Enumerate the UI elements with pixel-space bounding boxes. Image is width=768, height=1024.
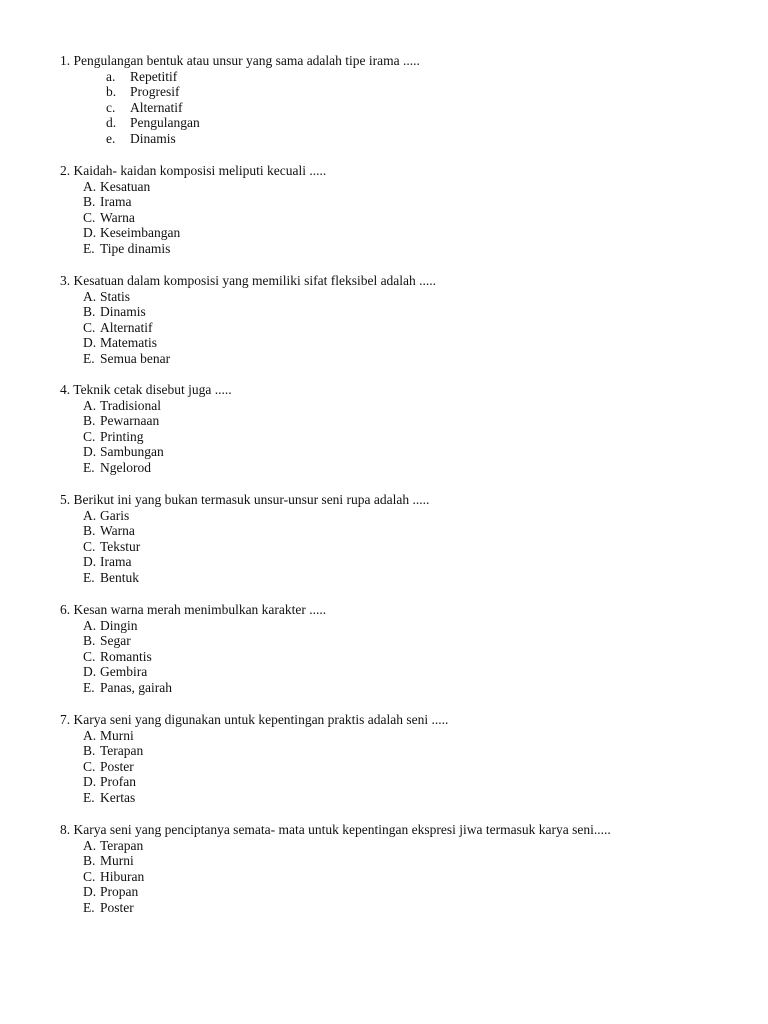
option-text: Kertas	[100, 789, 136, 805]
answer-option	[60, 320, 740, 336]
question-4	[60, 382, 740, 476]
answer-option	[60, 115, 740, 131]
option-letter: D.	[83, 225, 97, 241]
option-letter: A.	[83, 288, 97, 304]
question-number: 2.	[60, 163, 71, 178]
answer-option	[60, 351, 740, 367]
answer-option	[60, 728, 740, 744]
question-number: 7.	[60, 712, 71, 727]
answer-option	[60, 100, 740, 116]
option-text: Garis	[100, 507, 130, 523]
option-text: Poster	[100, 758, 134, 774]
question-number: 6.	[60, 602, 71, 617]
question-stem	[60, 382, 740, 398]
option-letter: e.	[106, 130, 116, 146]
answer-option	[60, 179, 740, 195]
question-text: Pengulangan bentuk atau unsur yang sama adalah tipe irama .....	[73, 53, 420, 68]
option-letter: C.	[83, 209, 96, 225]
option-letter: B.	[83, 304, 96, 320]
option-text: Irama	[100, 554, 132, 570]
option-letter: b.	[106, 84, 117, 100]
option-text: Murni	[100, 853, 134, 869]
question-stem	[60, 163, 740, 179]
question-text: Karya seni yang penciptanya semata- mata untuk kepentingan ekspresi jiwa termasuk karya seni.....	[73, 822, 611, 837]
question-number: 5.	[60, 492, 71, 507]
answer-option	[60, 869, 740, 885]
option-letter: c.	[106, 99, 116, 115]
answer-option	[60, 838, 740, 854]
answer-option	[60, 743, 740, 759]
answer-option	[60, 774, 740, 790]
option-text: Ngelorod	[100, 459, 151, 475]
option-letter: C.	[83, 758, 96, 774]
answer-option	[60, 335, 740, 351]
question-stem	[60, 492, 740, 508]
option-text: Bentuk	[100, 569, 139, 585]
answer-option	[60, 680, 740, 696]
answer-option	[60, 618, 740, 634]
question-number: 8.	[60, 822, 71, 837]
option-text: Pengulangan	[130, 115, 200, 131]
answer-option	[60, 131, 740, 147]
question-text: Kesatuan dalam komposisi yang memiliki sifat fleksibel adalah .....	[73, 273, 437, 288]
question-text: Kesan warna merah menimbulkan karakter .....	[73, 602, 327, 617]
option-letter: B.	[83, 413, 96, 429]
question-7	[60, 712, 740, 806]
answer-option	[60, 304, 740, 320]
option-letter: C.	[83, 538, 96, 554]
option-text: Segar	[100, 633, 131, 649]
question-5	[60, 492, 740, 586]
option-text: Panas, gairah	[100, 679, 172, 695]
answer-option	[60, 194, 740, 210]
answer-option	[60, 900, 740, 916]
question-8	[60, 822, 740, 916]
question-6	[60, 602, 740, 696]
option-text: Repetitif	[130, 68, 178, 84]
option-letter: a.	[106, 68, 116, 84]
option-text: Warna	[100, 523, 135, 539]
option-text: Matematis	[100, 335, 157, 351]
option-letter: B.	[83, 523, 96, 539]
question-stem	[60, 273, 740, 289]
option-text: Progresif	[130, 84, 180, 100]
option-letter: A.	[83, 178, 97, 194]
option-letter: A.	[83, 727, 97, 743]
option-letter: D.	[83, 664, 97, 680]
answer-option	[60, 413, 740, 429]
question-stem	[60, 602, 740, 618]
option-text: Hiburan	[100, 868, 145, 884]
option-text: Semua benar	[100, 350, 171, 366]
option-letter: B.	[83, 853, 96, 869]
option-letter: C.	[83, 868, 96, 884]
option-text: Gembira	[100, 664, 148, 680]
answer-option	[60, 759, 740, 775]
answer-option	[60, 664, 740, 680]
option-text: Murni	[100, 727, 134, 743]
option-letter: D.	[83, 335, 97, 351]
answer-option	[60, 853, 740, 869]
question-text: Berikut ini yang bukan termasuk unsur-unsur seni rupa adalah .....	[73, 492, 430, 507]
option-letter: E.	[83, 679, 95, 695]
question-text: Teknik cetak disebut juga .....	[73, 382, 232, 397]
option-text: Alternatif	[100, 319, 153, 335]
answer-option	[60, 523, 740, 539]
option-text: Poster	[100, 899, 134, 915]
option-text: Dinamis	[130, 130, 176, 146]
question-text: Karya seni yang digunakan untuk kepentingan praktis adalah seni .....	[73, 712, 449, 727]
option-text: Kesatuan	[100, 178, 151, 194]
answer-option	[60, 539, 740, 555]
question-3	[60, 273, 740, 367]
option-text: Terapan	[100, 743, 144, 759]
answer-option	[60, 398, 740, 414]
answer-option	[60, 84, 740, 100]
option-letter: E.	[83, 899, 95, 915]
question-number: 4.	[60, 382, 71, 397]
option-letter: C.	[83, 428, 96, 444]
answer-option	[60, 429, 740, 445]
option-text: Irama	[100, 194, 132, 210]
option-letter: A.	[83, 397, 97, 413]
option-text: Dinamis	[100, 304, 146, 320]
option-letter: E.	[83, 789, 95, 805]
answer-option	[60, 884, 740, 900]
answer-option	[60, 508, 740, 524]
answer-option	[60, 633, 740, 649]
option-text: Pewarnaan	[100, 413, 160, 429]
option-letter: A.	[83, 507, 97, 523]
question-stem	[60, 712, 740, 728]
option-letter: A.	[83, 617, 97, 633]
option-letter: D.	[83, 884, 97, 900]
answer-option	[60, 289, 740, 305]
answer-option	[60, 790, 740, 806]
option-text: Sambungan	[100, 444, 164, 460]
option-letter: B.	[83, 633, 96, 649]
option-letter: D.	[83, 444, 97, 460]
option-text: Statis	[100, 288, 131, 304]
question-stem	[60, 822, 740, 838]
answer-option	[60, 210, 740, 226]
question-1	[60, 53, 740, 147]
question-number: 3.	[60, 273, 71, 288]
question-number: 1.	[60, 53, 71, 68]
answer-option	[60, 460, 740, 476]
answer-option	[60, 241, 740, 257]
option-text: Keseimbangan	[100, 225, 181, 241]
option-letter: E.	[83, 350, 95, 366]
answer-option	[60, 69, 740, 85]
question-2	[60, 163, 740, 257]
answer-option	[60, 225, 740, 241]
option-letter: B.	[83, 194, 96, 210]
option-letter: D.	[83, 774, 97, 790]
option-text: Warna	[100, 209, 135, 225]
option-letter: A.	[83, 837, 97, 853]
option-letter: B.	[83, 743, 96, 759]
question-stem	[60, 53, 740, 69]
option-letter: C.	[83, 648, 96, 664]
option-text: Dingin	[100, 617, 138, 633]
option-letter: E.	[83, 240, 95, 256]
option-text: Romantis	[100, 648, 152, 664]
answer-option	[60, 444, 740, 460]
option-letter: D.	[83, 554, 97, 570]
answer-option	[60, 554, 740, 570]
option-letter: C.	[83, 319, 96, 335]
option-text: Propan	[100, 884, 139, 900]
option-text: Tradisional	[100, 397, 162, 413]
option-letter: d.	[106, 115, 117, 131]
option-text: Terapan	[100, 837, 144, 853]
answer-option	[60, 570, 740, 586]
option-text: Printing	[100, 428, 144, 444]
option-letter: E.	[83, 569, 95, 585]
option-text: Alternatif	[130, 99, 183, 115]
question-text: Kaidah- kaidan komposisi meliputi kecuali .....	[73, 163, 327, 178]
option-text: Tekstur	[100, 538, 141, 554]
answer-option	[60, 649, 740, 665]
option-text: Tipe dinamis	[100, 240, 171, 256]
option-letter: E.	[83, 459, 95, 475]
option-text: Profan	[100, 774, 136, 790]
